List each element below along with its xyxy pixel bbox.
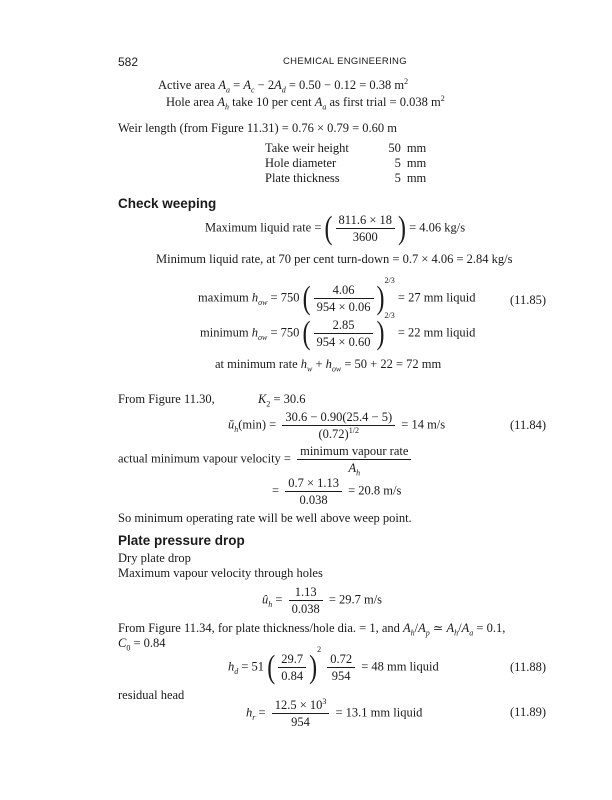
spec-unit: mm — [406, 171, 427, 185]
min-how-num: 2.85 — [314, 318, 374, 334]
spec-row-weir-height — [265, 141, 426, 156]
calc-result: = 20.8 m/s — [348, 483, 402, 498]
max-how-result: = 27 mm liquid — [397, 290, 476, 305]
max-liquid-den: 3600 — [352, 230, 378, 244]
residual-head-label: residual head — [118, 688, 185, 702]
max-liquid-label: Maximum liquid rate = — [205, 220, 322, 235]
from-figure-11-30: From Figure 11.30, — [118, 392, 215, 406]
min-liquid-rate-line: Minimum liquid rate, at 70 per cent turn-down = 0.7 × 4.06 = 2.84 kg/s — [156, 252, 513, 266]
max-how-den: 954 × 0.06 — [316, 300, 371, 314]
spec-row-hole-diameter — [265, 156, 426, 171]
hd-exp: 2 — [317, 645, 322, 655]
k2-value: $K_2 = 30.6$ — [258, 392, 306, 409]
uh-min-num: 30.6 − 0.90(25.4 − 5) — [282, 410, 395, 426]
spec-value: 50 — [388, 141, 401, 155]
spec-value: 5 — [394, 156, 401, 170]
calc-den: 0.038 — [299, 493, 328, 507]
equation-number-11-84: (11.84) — [510, 418, 546, 432]
min-how-equation: minimum $h_{ow} = 750$ ( $\frac{2.85}{954 \times 0.60}$ )$^{2/3}$ = 22 mm liquid — [200, 311, 476, 352]
spec-row-plate-thickness — [265, 171, 426, 186]
weir-length-line: Weir length (from Figure 11.31) = 0.76 × 0.79 = 0.60 m — [118, 121, 398, 135]
equation-number-11-85: (11.85) — [510, 293, 546, 307]
plate-spec-table — [265, 141, 426, 186]
hr-equation: $h_r$ = $\frac{12.5 \times 10^3}{954}$ = 13.1 mm liquid — [246, 696, 423, 729]
hd-den: 954 — [331, 669, 351, 683]
max-how-equation: maximum $h_{ow} = 750$ ( $\frac{4.06}{954 \times 0.06}$ )$^{2/3}$ = 27 mm liquid — [198, 276, 476, 317]
uh-hat-num: 1.13 — [289, 585, 323, 601]
hole-area-line: Hole area $A_h$ take 10 per cent $A_a$ as first trial = 0.038 $m^2$ — [166, 93, 445, 112]
section-heading-plate-pressure-drop: Plate pressure drop — [118, 533, 245, 548]
hd-paren-num: 29.7 — [278, 652, 306, 668]
vapour-velocity-calc: = $\frac{0.7 \times 1.13}{0.038}$ = 20.8 m/s — [272, 476, 402, 507]
max-how-exp: 2/3 — [384, 276, 395, 286]
c0-value: $C_0 = 0.84$ — [118, 636, 166, 653]
min-how-result: = 22 mm liquid — [397, 325, 476, 340]
uh-hat-equation: $û_h$ = $\frac{1.13}{0.038}$ = 29.7 m/s — [262, 585, 383, 616]
hd-result: = 48 mm liquid — [361, 659, 439, 674]
hd-paren-den: 0.84 — [281, 669, 304, 683]
max-liquid-rate-equation: Maximum liquid rate = ( $\frac{811.6 \times 18}{3600}$ ) = 4.06 kg/s — [205, 210, 466, 247]
actual-num: minimum vapour rate — [297, 444, 411, 460]
equation-number-11-89: (11.89) — [510, 705, 546, 719]
uh-min-result: = 14 m/s — [401, 417, 446, 432]
at-minimum-rate-line: at minimum rate $h_w + h_{ow} = 50 + 22 = 72$ mm — [215, 357, 442, 374]
spec-unit: mm — [406, 156, 427, 170]
dry-plate-drop: Dry plate drop — [118, 551, 191, 565]
uh-hat-result: = 29.7 m/s — [328, 592, 383, 607]
equation-number-11-88: (11.88) — [510, 660, 546, 674]
max-how-num: 4.06 — [314, 283, 374, 299]
max-liquid-num: 811.6 × 18 — [336, 213, 395, 229]
uh-hat-den: 0.038 — [291, 602, 320, 616]
active-area-line: Active area $A_a = A_c - 2A_d = 0.50 - 0.12 = 0.38$ $m^2$ — [158, 76, 409, 95]
hr-num: $12.5 \times 10^3$ — [272, 698, 330, 714]
hd-equation: $h_d = 51$ ( $\frac{29.7}{0.84}$ )$^2$ $\frac{0.72}{954}$ = 48 mm liquid — [228, 645, 439, 686]
weep-conclusion: So minimum operating rate will be well above weep point. — [118, 511, 412, 525]
running-title: CHEMICAL ENGINEERING — [283, 56, 407, 67]
hr-den: 954 — [291, 715, 310, 729]
spec-unit: mm — [406, 141, 427, 155]
max-vapour-velocity-label: Maximum vapour velocity through holes — [118, 566, 323, 580]
from-figure-11-34: From Figure 11.34, for plate thickness/hole dia. = 1, and $A_h/A_p$ ≃ $A_h/A_a = 0.1$, — [118, 621, 506, 638]
spec-label: Hole diameter — [265, 156, 337, 170]
spec-value: 5 — [394, 171, 401, 185]
min-how-exp: 2/3 — [384, 311, 395, 321]
section-heading-check-weeping: Check weeping — [118, 196, 217, 211]
spec-label: Take weir height — [265, 141, 349, 155]
hr-result: = 13.1 mm liquid — [335, 705, 423, 720]
spec-label: Plate thickness — [265, 171, 340, 185]
max-liquid-result: = 4.06 kg/s — [409, 220, 466, 235]
actual-min-vapour-velocity: actual minimum vapour velocity = $\frac{\text{minimum vapour rate}}{A_h}$ — [118, 444, 414, 475]
hd-num: 0.72 — [327, 652, 355, 668]
actual-den: $A_h$ — [348, 461, 361, 478]
min-how-den: 954 × 0.60 — [316, 335, 371, 349]
page-number: 582 — [118, 55, 139, 69]
uh-min-equation: $ŭ_h(\min)$ = $\frac{30.6 - 0.90(25.4 - 5)}{(0.72)^{1/2}}$ = 14 m/s — [228, 410, 446, 441]
calc-num: 0.7 × 1.13 — [285, 476, 342, 492]
uh-min-den: $(0.72)^{1/2}$ — [318, 425, 359, 441]
